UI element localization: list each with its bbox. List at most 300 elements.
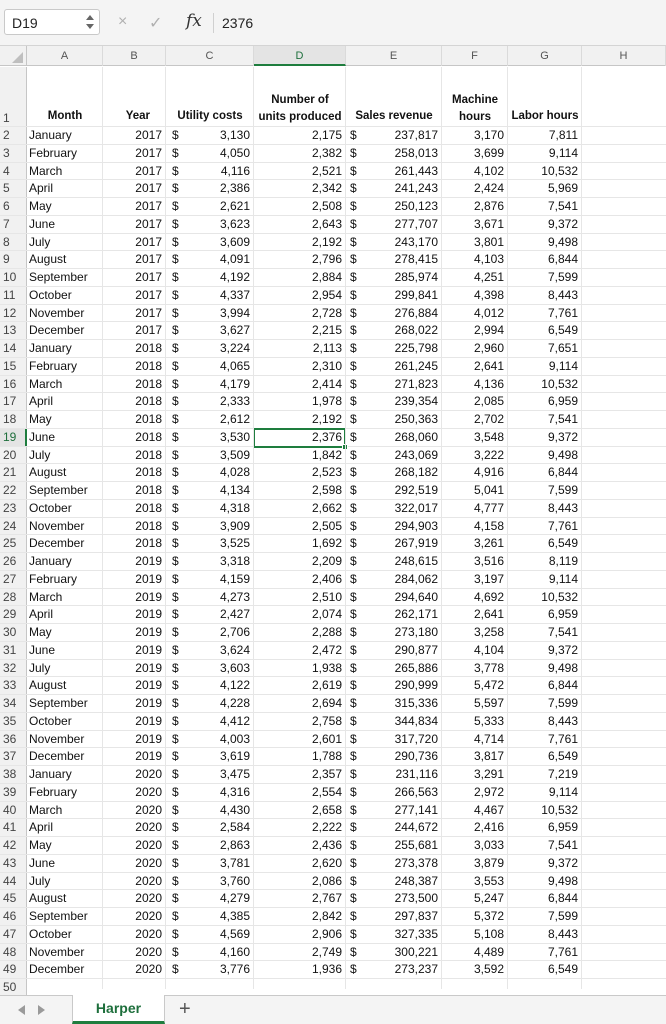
cell-year[interactable]: 2020 — [135, 820, 162, 835]
cell-units-produced[interactable]: 2,906 — [311, 926, 342, 941]
cell-utility-costs[interactable]: 3,525 — [219, 536, 250, 551]
cell-utility-currency[interactable]: $ — [172, 287, 179, 302]
cell-sales-currency[interactable]: $ — [350, 163, 357, 178]
cell-month[interactable]: June — [29, 429, 56, 444]
cell-year[interactable]: 2018 — [135, 429, 162, 444]
cell-utility-costs[interactable]: 3,760 — [219, 873, 250, 888]
cell-utility-costs[interactable]: 2,706 — [219, 625, 250, 639]
cell-units-produced[interactable]: 1,788 — [311, 749, 342, 764]
cell-machine-hours[interactable]: 4,104 — [473, 642, 504, 657]
cell-machine-hours[interactable]: 3,258 — [473, 625, 504, 639]
cell-utility-costs[interactable]: 3,130 — [219, 128, 250, 142]
cell-sales-currency[interactable]: $ — [350, 412, 357, 426]
cell-month[interactable]: January — [29, 341, 72, 355]
cell-units-produced[interactable]: 2,884 — [311, 270, 342, 284]
cell-utility-costs[interactable]: 4,412 — [219, 713, 250, 728]
name-box-stepper-icon[interactable] — [86, 13, 94, 31]
cell-year[interactable]: 2019 — [135, 607, 162, 622]
cell-utility-currency[interactable]: $ — [172, 199, 179, 213]
row-header[interactable]: 11 — [0, 287, 27, 304]
cell-machine-hours[interactable]: 3,778 — [473, 660, 504, 675]
cell-labor-hours[interactable]: 7,761 — [547, 944, 578, 959]
cell-utility-costs[interactable]: 4,273 — [219, 589, 250, 604]
cell-machine-hours[interactable]: 3,548 — [473, 429, 504, 444]
cell-month[interactable]: February — [29, 358, 78, 373]
cell-units-produced[interactable]: 2,192 — [311, 234, 342, 249]
cell-year[interactable]: 2017 — [135, 270, 162, 284]
cell-year[interactable]: 2018 — [135, 412, 162, 426]
cell-labor-hours[interactable]: 9,372 — [547, 216, 578, 231]
cell-year[interactable]: 2019 — [135, 731, 162, 746]
row-header[interactable]: 10 — [0, 269, 27, 286]
cell-sales-revenue[interactable]: 250,123 — [394, 199, 438, 213]
row-header[interactable]: 9 — [0, 251, 27, 268]
cell-sales-currency[interactable]: $ — [350, 554, 357, 568]
cell-utility-costs[interactable]: 4,318 — [219, 500, 250, 515]
cell-sales-revenue[interactable]: 276,884 — [394, 305, 438, 320]
row-header[interactable]: 28 — [0, 589, 27, 606]
cell-year[interactable]: 2019 — [135, 589, 162, 604]
cell-utility-currency[interactable]: $ — [172, 465, 179, 480]
cell-utility-currency[interactable]: $ — [172, 855, 179, 870]
cell-sales-revenue[interactable]: 327,335 — [394, 926, 438, 941]
cell-year[interactable]: 2020 — [135, 802, 162, 817]
cell-sales-currency[interactable]: $ — [350, 447, 357, 462]
cell-utility-currency[interactable]: $ — [172, 909, 179, 923]
cell-labor-hours[interactable]: 7,761 — [547, 518, 578, 533]
cell-month[interactable]: October — [29, 287, 72, 302]
cell-labor-hours[interactable]: 8,443 — [547, 713, 578, 728]
cell-sales-currency[interactable]: $ — [350, 909, 357, 923]
cell-sales-revenue[interactable]: 290,877 — [394, 642, 438, 657]
cell-sales-currency[interactable]: $ — [350, 483, 357, 497]
cell-month[interactable]: November — [29, 944, 85, 959]
cell-units-produced[interactable]: 2,658 — [311, 802, 342, 817]
cell-month[interactable]: March — [29, 802, 63, 817]
row-header[interactable]: 24 — [0, 518, 27, 535]
cell-utility-currency[interactable]: $ — [172, 642, 179, 657]
cell-utility-currency[interactable]: $ — [172, 838, 179, 852]
row-header[interactable]: 31 — [0, 642, 27, 659]
cell-year[interactable]: 2020 — [135, 784, 162, 799]
cell-month[interactable]: February — [29, 145, 78, 160]
cell-utility-currency[interactable]: $ — [172, 394, 179, 409]
header-utility-costs[interactable]: Utility costs — [177, 110, 243, 122]
cell-machine-hours[interactable]: 3,291 — [473, 767, 504, 781]
cell-sales-currency[interactable]: $ — [350, 660, 357, 675]
cell-year[interactable]: 2017 — [135, 181, 162, 196]
column-header-h[interactable]: H — [582, 46, 666, 66]
row-header[interactable]: 7 — [0, 216, 27, 233]
row-header[interactable]: 3 — [0, 145, 27, 162]
row-header[interactable]: 43 — [0, 855, 27, 872]
cell-month[interactable]: January — [29, 767, 72, 781]
cell-month[interactable]: July — [29, 234, 51, 249]
name-box[interactable] — [4, 9, 100, 35]
cell-labor-hours[interactable]: 5,969 — [547, 181, 578, 196]
cell-units-produced[interactable]: 2,619 — [311, 678, 342, 693]
cell-utility-currency[interactable]: $ — [172, 713, 179, 728]
cell-labor-hours[interactable]: 6,549 — [547, 962, 578, 977]
column-header-a[interactable]: A — [27, 46, 103, 66]
column-header-f[interactable]: F — [442, 46, 508, 66]
cell-month[interactable]: August — [29, 678, 67, 693]
cell-year[interactable]: 2018 — [135, 483, 162, 497]
cell-month[interactable]: June — [29, 216, 56, 231]
cell-units-produced[interactable]: 2,406 — [311, 571, 342, 586]
cell-month[interactable]: November — [29, 305, 85, 320]
header-labor-hours[interactable]: Labor hours — [511, 110, 579, 122]
cell-units-produced[interactable]: 1,842 — [311, 447, 342, 462]
cell-units-produced[interactable]: 2,758 — [311, 713, 342, 728]
cell-utility-costs[interactable]: 3,623 — [219, 216, 250, 231]
cell-month[interactable]: May — [29, 412, 52, 426]
cell-month[interactable]: May — [29, 838, 52, 852]
cell-units-produced[interactable]: 2,598 — [311, 483, 342, 497]
cell-units-produced[interactable]: 1,936 — [311, 962, 342, 977]
cell-sales-currency[interactable]: $ — [350, 891, 357, 906]
cell-machine-hours[interactable]: 4,714 — [473, 731, 504, 746]
cell-units-produced[interactable]: 2,510 — [311, 589, 342, 604]
cell-sales-currency[interactable]: $ — [350, 429, 357, 444]
cell-utility-costs[interactable]: 4,003 — [219, 731, 250, 746]
cell-utility-currency[interactable]: $ — [172, 128, 179, 142]
cell-utility-currency[interactable]: $ — [172, 589, 179, 604]
cell-month[interactable]: October — [29, 713, 72, 728]
cell-year[interactable]: 2018 — [135, 465, 162, 480]
cell-utility-costs[interactable]: 4,065 — [219, 358, 250, 373]
cell-machine-hours[interactable]: 4,398 — [473, 287, 504, 302]
cell-sales-revenue[interactable]: 300,221 — [394, 944, 438, 959]
header-sales-revenue[interactable]: Sales revenue — [355, 110, 433, 122]
row-header[interactable]: 22 — [0, 482, 27, 499]
cell-year[interactable]: 2020 — [135, 891, 162, 906]
cell-sales-revenue[interactable]: 273,237 — [394, 962, 438, 977]
cell-month[interactable]: May — [29, 625, 52, 639]
cell-sales-currency[interactable]: $ — [350, 394, 357, 409]
row-header[interactable]: 34 — [0, 695, 27, 712]
cell-sales-currency[interactable]: $ — [350, 926, 357, 941]
cell-machine-hours[interactable]: 2,972 — [473, 784, 504, 799]
cell-units-produced[interactable]: 2,554 — [311, 784, 342, 799]
cell-utility-currency[interactable]: $ — [172, 625, 179, 639]
cell-utility-costs[interactable]: 3,627 — [219, 323, 250, 338]
cell-sales-currency[interactable]: $ — [350, 341, 357, 355]
cell-sales-revenue[interactable]: 268,182 — [394, 465, 438, 480]
row-header[interactable]: 18 — [0, 411, 27, 428]
row-header[interactable]: 1 — [0, 67, 27, 126]
row-header[interactable]: 5 — [0, 180, 27, 197]
cell-utility-currency[interactable]: $ — [172, 696, 179, 710]
cell-month[interactable]: March — [29, 589, 63, 604]
cell-month[interactable]: October — [29, 926, 72, 941]
row-header[interactable]: 37 — [0, 748, 27, 765]
cell-sales-currency[interactable]: $ — [350, 607, 357, 622]
cell-machine-hours[interactable]: 3,801 — [473, 234, 504, 249]
cell-labor-hours[interactable]: 7,541 — [547, 199, 578, 213]
cell-machine-hours[interactable]: 4,692 — [473, 589, 504, 604]
cell-labor-hours[interactable]: 9,498 — [547, 447, 578, 462]
cell-units-produced[interactable]: 2,508 — [311, 199, 342, 213]
cell-labor-hours[interactable]: 10,532 — [541, 163, 578, 178]
cell-utility-costs[interactable]: 4,385 — [219, 909, 250, 923]
cell-utility-costs[interactable]: 3,475 — [219, 767, 250, 781]
select-all-corner[interactable] — [0, 46, 27, 66]
cell-utility-costs[interactable]: 4,430 — [219, 802, 250, 817]
column-header-d[interactable]: D — [254, 46, 346, 66]
cell-sales-currency[interactable]: $ — [350, 305, 357, 320]
cell-labor-hours[interactable]: 9,372 — [547, 429, 578, 444]
cell-units-produced[interactable]: 2,662 — [311, 500, 342, 515]
cell-utility-costs[interactable]: 3,624 — [219, 642, 250, 657]
cell-month[interactable]: May — [29, 199, 52, 213]
cell-utility-currency[interactable]: $ — [172, 412, 179, 426]
cell-sales-currency[interactable]: $ — [350, 962, 357, 977]
cell-sales-revenue[interactable]: 271,823 — [394, 376, 438, 391]
cell-month[interactable]: December — [29, 536, 85, 551]
cell-year[interactable]: 2017 — [135, 287, 162, 302]
cell-sales-revenue[interactable]: 277,707 — [394, 216, 438, 231]
cell-sales-revenue[interactable]: 261,245 — [394, 358, 438, 373]
cell-labor-hours[interactable]: 9,498 — [547, 660, 578, 675]
cell-sales-revenue[interactable]: 261,443 — [394, 163, 438, 178]
cell-machine-hours[interactable]: 2,641 — [473, 358, 504, 373]
cell-sales-currency[interactable]: $ — [350, 323, 357, 338]
cell-year[interactable]: 2019 — [135, 713, 162, 728]
cell-sales-revenue[interactable]: 268,022 — [394, 323, 438, 338]
cell-sales-currency[interactable]: $ — [350, 820, 357, 835]
cell-utility-currency[interactable]: $ — [172, 429, 179, 444]
cell-sales-currency[interactable]: $ — [350, 784, 357, 799]
row-header[interactable]: 26 — [0, 553, 27, 570]
cell-utility-costs[interactable]: 4,337 — [219, 287, 250, 302]
cell-sales-revenue[interactable]: 265,886 — [394, 660, 438, 675]
cell-machine-hours[interactable]: 4,777 — [473, 500, 504, 515]
row-header[interactable]: 32 — [0, 660, 27, 677]
cell-year[interactable]: 2017 — [135, 145, 162, 160]
cell-month[interactable]: March — [29, 163, 63, 178]
cell-year[interactable]: 2019 — [135, 554, 162, 568]
cell-utility-costs[interactable]: 3,530 — [219, 429, 250, 444]
cell-utility-costs[interactable]: 2,612 — [219, 412, 250, 426]
cell-machine-hours[interactable]: 4,467 — [473, 802, 504, 817]
cell-sales-revenue[interactable]: 239,354 — [394, 394, 438, 409]
cell-month[interactable]: April — [29, 394, 54, 409]
cell-units-produced[interactable]: 2,472 — [311, 642, 342, 657]
cell-machine-hours[interactable]: 3,222 — [473, 447, 504, 462]
cell-labor-hours[interactable]: 9,114 — [548, 571, 578, 586]
cell-units-produced[interactable]: 2,436 — [311, 838, 342, 852]
row-header[interactable]: 33 — [0, 677, 27, 694]
cell-labor-hours[interactable]: 9,498 — [547, 873, 578, 888]
cell-utility-currency[interactable]: $ — [172, 767, 179, 781]
cell-utility-currency[interactable]: $ — [172, 536, 179, 551]
cell-sales-revenue[interactable]: 244,672 — [394, 820, 438, 835]
cell-sales-currency[interactable]: $ — [350, 216, 357, 231]
cell-units-produced[interactable]: 2,382 — [311, 145, 342, 160]
cell-month[interactable]: June — [29, 642, 56, 657]
cell-units-produced[interactable]: 2,209 — [311, 554, 342, 568]
cell-utility-currency[interactable]: $ — [172, 305, 179, 320]
cell-year[interactable]: 2018 — [135, 500, 162, 515]
cell-year[interactable]: 2017 — [135, 305, 162, 320]
cell-labor-hours[interactable]: 8,443 — [547, 500, 578, 515]
cell-sales-revenue[interactable]: 292,519 — [394, 483, 438, 497]
row-header[interactable]: 39 — [0, 784, 27, 801]
cell-utility-costs[interactable]: 3,619 — [219, 749, 250, 764]
cell-sales-currency[interactable]: $ — [350, 642, 357, 657]
cell-units-produced[interactable]: 2,523 — [311, 465, 342, 480]
cell-utility-currency[interactable]: $ — [172, 323, 179, 338]
cell-sales-revenue[interactable]: 225,798 — [394, 341, 438, 355]
cell-machine-hours[interactable]: 5,472 — [473, 678, 504, 693]
cell-machine-hours[interactable]: 3,516 — [473, 554, 504, 568]
cell-utility-currency[interactable]: $ — [172, 571, 179, 586]
cell-utility-costs[interactable]: 3,224 — [219, 341, 250, 355]
cell-sales-currency[interactable]: $ — [350, 465, 357, 480]
row-header[interactable]: 14 — [0, 340, 27, 357]
cell-sales-revenue[interactable]: 278,415 — [394, 252, 438, 267]
cell-sales-revenue[interactable]: 248,615 — [394, 554, 438, 568]
cell-units-produced[interactable]: 2,954 — [311, 287, 342, 302]
cell-year[interactable]: 2018 — [135, 341, 162, 355]
cell-units-produced[interactable]: 2,342 — [311, 181, 342, 196]
cell-labor-hours[interactable]: 9,114 — [548, 145, 578, 160]
cell-sales-currency[interactable]: $ — [350, 589, 357, 604]
cell-utility-costs[interactable]: 4,228 — [219, 696, 250, 710]
row-header[interactable]: 42 — [0, 837, 27, 854]
cell-year[interactable]: 2019 — [135, 660, 162, 675]
cell-labor-hours[interactable]: 6,844 — [547, 891, 578, 906]
cell-machine-hours[interactable]: 3,261 — [473, 536, 504, 551]
cell-utility-costs[interactable]: 2,621 — [219, 199, 250, 213]
cell-month[interactable]: July — [29, 660, 51, 675]
row-header[interactable]: 47 — [0, 926, 27, 943]
insert-function-icon[interactable]: fx — [186, 11, 202, 31]
cell-units-produced[interactable]: 2,414 — [311, 376, 342, 391]
cell-year[interactable]: 2019 — [135, 678, 162, 693]
row-header[interactable]: 13 — [0, 322, 27, 339]
cell-units-produced[interactable]: 2,310 — [311, 358, 342, 373]
cell-utility-currency[interactable]: $ — [172, 483, 179, 497]
cell-year[interactable]: 2018 — [135, 376, 162, 391]
cell-utility-currency[interactable]: $ — [172, 447, 179, 462]
cell-sales-currency[interactable]: $ — [350, 252, 357, 267]
cell-sales-revenue[interactable]: 243,170 — [394, 234, 438, 249]
cell-year[interactable]: 2017 — [135, 128, 162, 142]
row-header[interactable]: 25 — [0, 535, 27, 552]
cell-utility-costs[interactable]: 4,028 — [219, 465, 250, 480]
cell-labor-hours[interactable]: 7,219 — [547, 767, 578, 781]
cell-year[interactable]: 2020 — [135, 838, 162, 852]
cell-utility-currency[interactable]: $ — [172, 802, 179, 817]
cell-machine-hours[interactable]: 3,170 — [473, 128, 504, 142]
cell-year[interactable]: 2017 — [135, 163, 162, 178]
row-header[interactable]: 50 — [0, 979, 27, 996]
cell-labor-hours[interactable]: 9,372 — [547, 642, 578, 657]
header-units-produced[interactable] — [254, 67, 346, 126]
cell-utility-currency[interactable]: $ — [172, 234, 179, 249]
cell-sales-currency[interactable]: $ — [350, 767, 357, 781]
cell-sales-currency[interactable]: $ — [350, 678, 357, 693]
cell-sales-currency[interactable]: $ — [350, 358, 357, 373]
cell-machine-hours[interactable]: 5,597 — [473, 696, 504, 710]
cell-sales-revenue[interactable]: 262,171 — [394, 607, 438, 622]
cell-sales-currency[interactable]: $ — [350, 802, 357, 817]
cell-machine-hours[interactable]: 4,251 — [473, 270, 504, 284]
cell-machine-hours[interactable]: 3,197 — [473, 571, 504, 586]
cell-labor-hours[interactable]: 7,599 — [547, 270, 578, 284]
cell-month[interactable]: February — [29, 571, 78, 586]
cell-machine-hours[interactable]: 3,879 — [473, 855, 504, 870]
cell-sales-currency[interactable]: $ — [350, 287, 357, 302]
row-header[interactable]: 2 — [0, 127, 27, 144]
previous-sheet-icon[interactable] — [18, 1005, 25, 1015]
cell-utility-costs[interactable]: 3,603 — [219, 660, 250, 675]
cell-labor-hours[interactable]: 7,811 — [548, 128, 578, 142]
row-header[interactable]: 35 — [0, 713, 27, 730]
cell-year[interactable]: 2017 — [135, 234, 162, 249]
cell-year[interactable]: 2017 — [135, 323, 162, 338]
cell-machine-hours[interactable]: 2,424 — [473, 181, 504, 196]
cell-utility-currency[interactable]: $ — [172, 500, 179, 515]
cell-month[interactable]: December — [29, 749, 85, 764]
cell-sales-currency[interactable]: $ — [350, 731, 357, 746]
cell-sales-revenue[interactable]: 255,681 — [394, 838, 438, 852]
cell-sales-revenue[interactable]: 273,500 — [394, 891, 438, 906]
row-header[interactable]: 46 — [0, 908, 27, 925]
cell-utility-currency[interactable]: $ — [172, 749, 179, 764]
cell-units-produced[interactable]: 1,692 — [311, 536, 342, 551]
cell-sales-revenue[interactable]: 250,363 — [394, 412, 438, 426]
cell-sales-currency[interactable]: $ — [350, 625, 357, 639]
cell-month[interactable]: February — [29, 784, 78, 799]
cell-year[interactable]: 2020 — [135, 855, 162, 870]
cell-sales-revenue[interactable]: 267,919 — [394, 536, 438, 551]
cell-machine-hours[interactable]: 2,994 — [473, 323, 504, 338]
cell-utility-currency[interactable]: $ — [172, 341, 179, 355]
cell-machine-hours[interactable]: 4,012 — [473, 305, 504, 320]
next-sheet-icon[interactable] — [38, 1005, 45, 1015]
cell-labor-hours[interactable]: 10,532 — [541, 802, 578, 817]
cell-year[interactable]: 2019 — [135, 625, 162, 639]
cell-year[interactable]: 2020 — [135, 767, 162, 781]
cell-utility-costs[interactable]: 4,279 — [219, 891, 250, 906]
row-header[interactable]: 36 — [0, 731, 27, 748]
cell-sales-revenue[interactable]: 266,563 — [394, 784, 438, 799]
cell-year[interactable]: 2020 — [135, 944, 162, 959]
cell-units-produced[interactable]: 2,357 — [311, 767, 342, 781]
cell-units-produced[interactable]: 2,796 — [311, 252, 342, 267]
cell-month[interactable]: October — [29, 500, 72, 515]
cell-sales-revenue[interactable]: 322,017 — [394, 500, 438, 515]
cell-units-produced[interactable]: 2,767 — [311, 891, 342, 906]
row-header[interactable]: 49 — [0, 961, 27, 978]
cell-utility-costs[interactable]: 4,134 — [219, 483, 250, 497]
row-header[interactable]: 19 — [0, 429, 27, 446]
cell-labor-hours[interactable]: 7,599 — [547, 909, 578, 923]
cell-labor-hours[interactable]: 6,959 — [547, 394, 578, 409]
cell-sales-revenue[interactable]: 317,720 — [394, 731, 438, 746]
sheet-tab-harper[interactable]: Harper — [72, 995, 165, 1024]
cell-year[interactable]: 2018 — [135, 394, 162, 409]
cell-labor-hours[interactable]: 6,959 — [547, 607, 578, 622]
cell-utility-currency[interactable]: $ — [172, 181, 179, 196]
cell-machine-hours[interactable]: 5,108 — [473, 926, 504, 941]
cell-units-produced[interactable]: 2,643 — [311, 216, 342, 231]
cell-machine-hours[interactable]: 5,333 — [473, 713, 504, 728]
cell-sales-revenue[interactable]: 241,243 — [394, 181, 438, 196]
